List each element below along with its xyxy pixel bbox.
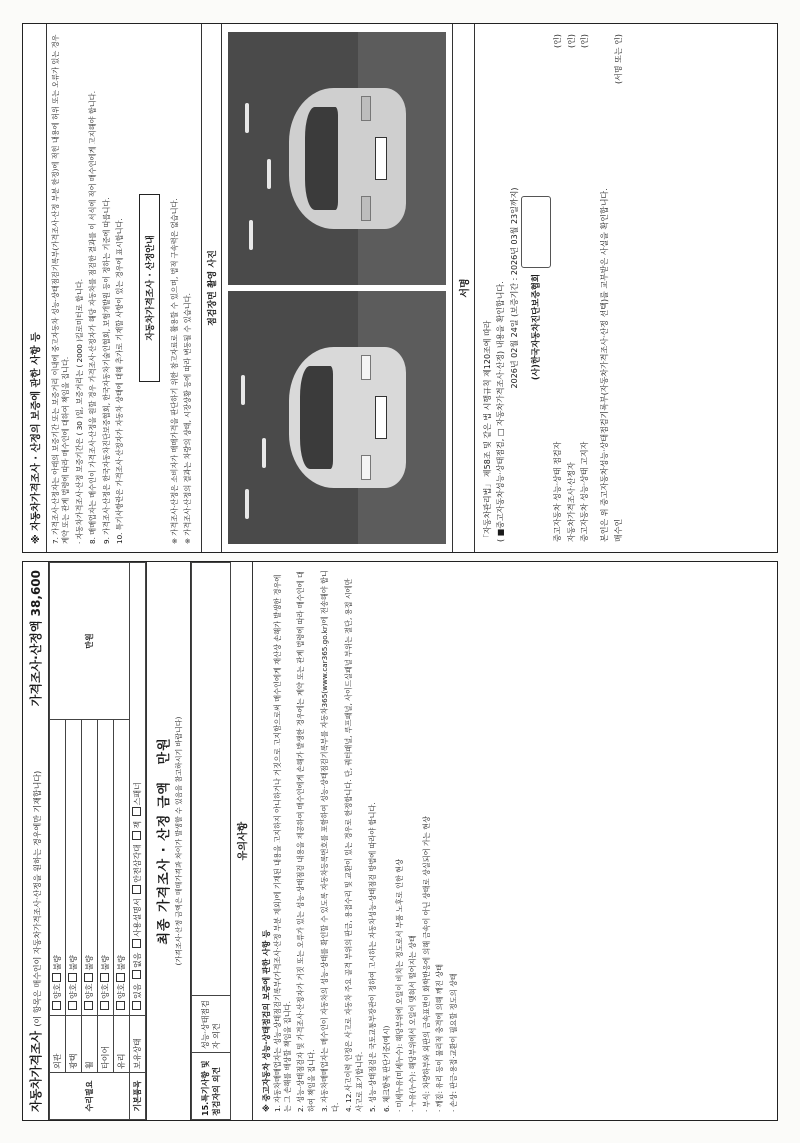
final-price-banner: 최종 가격조사 · 산정 금액 만원 (가격조사·산정 금액은 매매가격과 차이가 발생할 수 있음을 참고하시기 바랍니다) <box>146 562 191 1120</box>
note-item: ※ 가격조사·산정은 소비자가 매매가격을 판단하기 위한 참고자료로 활용할 수 있으며, 법적 구속력은 없습니다. <box>169 198 179 544</box>
remarks-sublabel: 성능·상태점검자 의견 <box>192 996 231 1053</box>
signer-row: 자동차가격조사·산정자 (인) <box>565 34 579 542</box>
notice-notes <box>253 562 466 1120</box>
guarantee-notes <box>47 24 133 552</box>
confirmation-text: ( ■중고자동차성능·상태점검, □ 자동차가격조사·산정) 내용을 확인합니다. <box>496 281 506 542</box>
checkbox[interactable] <box>116 1001 125 1010</box>
row-label: 타이어 <box>98 1016 114 1073</box>
checkbox[interactable] <box>132 1001 141 1010</box>
signer-row: 중고자동차 성능·상태 고지자 (인) <box>578 34 592 542</box>
checkbox[interactable] <box>132 807 141 816</box>
signature-column <box>22 23 778 553</box>
checkbox[interactable] <box>84 1001 93 1010</box>
inspection-photos <box>222 24 452 552</box>
car-rear-image <box>289 88 407 230</box>
quality-table: 수리필요 외관 양호불량 만원 광택 양호불량 휠 양호불량 타이어 양호불량 유리 양호불량 기본품목 보유상태 있음 없음 사용설명서 안전삼각대 잭 스패너 <box>49 562 146 1120</box>
note-item: 9. 가격조사·산정은 한국자동차진단보증협회, 한국자동차기술인협회, 보험개발원 등이 정하는 기준에 따릅니다. <box>101 197 111 544</box>
checkbox[interactable] <box>68 1001 77 1010</box>
group-label-repair: 수리필요 <box>50 1073 130 1120</box>
note-item: 5. 성능·상태점검은 국토교통부장관이 정하여 고시하는 자동차성능·상태점검 방법에 따라야 합니다. <box>368 802 378 1112</box>
group-label-basic: 기본품목 <box>130 1073 146 1120</box>
seal-mark: (인) <box>566 34 576 48</box>
checkbox[interactable] <box>68 973 77 982</box>
seal-mark: (인) <box>580 34 590 48</box>
price-section-title: 자동차가격조사 (이 항목은 매수인이 자동차가격조사·산정을 원하는 경우에만 기재합니다) 가격조사·산정액 38,600 <box>23 562 49 1120</box>
checkbox[interactable] <box>132 831 141 840</box>
guarantee-period: 2026년 02월 24일 (보증기간 : 2026년 03월 23일까지) <box>509 187 519 389</box>
buyer-signature-field[interactable]: (서명 또는 인) <box>613 34 623 84</box>
checklist-column <box>22 561 778 1121</box>
criteria-item: · 손상: 판금·용접·교환이 필요할 정도의 상태 <box>448 973 458 1112</box>
signer-row: 중고자동차 성능·상태 점검자 (인) <box>551 34 565 542</box>
remarks-field[interactable] <box>192 563 231 996</box>
price-guide-notes <box>166 24 201 552</box>
criteria-item: · 깨짐: 유리 등이 물리적 충격에 의해 깨진 상태 <box>435 964 445 1112</box>
price-guide-title: 자동차가격조사 · 산정안내 <box>139 194 160 382</box>
row-label: 외관 <box>50 1016 66 1073</box>
signature-body <box>475 24 632 552</box>
row-label: 유리 <box>114 1016 130 1073</box>
price-label: 가격조사·산정액 <box>29 620 43 707</box>
signature-title: 서명 <box>452 24 475 552</box>
checkbox[interactable] <box>100 973 109 982</box>
notice-section-title: ※ 중고자동차 성능·상태점검의 보증에 관한 사항 등 <box>262 929 271 1112</box>
banner-note: (가격조사·산정 금액은 매매가격과 차이가 발생할 수 있음을 참고하시기 바랍니다) <box>175 716 183 966</box>
guarantee-title: ※ 자동차가격조사 · 산정의 보증에 관한 사항 등 <box>23 24 47 552</box>
buyer-row <box>612 34 626 542</box>
note-item: 1. 자동차매매업자는 성능·상태점검기록부(가격조사·산정 부분 제외)에 기재된 내용을 고지하지 아니하거나 거짓으로 고지함으로써 매수인에게 재산상 손해가 발생한 경우에는 그 손해를 배상할 책임을 집니다. <box>272 574 293 1112</box>
note-item: 3. 자동차매매업자는 매수인이 자동차의 성능·상태를 확인할 수 있도록 자동차등록번호를 포함하여 성능·상태점검기록부를 자동차365(www.car365.go.kr)에 전송해야 합니다. <box>320 570 340 1112</box>
org-seal <box>521 196 551 268</box>
checkbox[interactable] <box>84 973 93 982</box>
checkbox[interactable] <box>100 1001 109 1010</box>
note-item: 7. 가격조사·산정자는 아래의 보증기간 또는 보증거리 이내에 중고자동차 성능·상태점검기록부(가격조사·산정 부분 한정)에 적힌 내용에 허위 또는 오류가 있는 경우 계약 또는 관계 법령에 따라 매수인에 대하여 책임을 집니다. <box>51 34 71 544</box>
checkbox[interactable] <box>52 973 61 982</box>
receipt-statement: 본인은 위 중고자동차성능·상태점검기록부(자동차가격조사·산정 선택)를 교부받은 사실을 확인합니다. <box>600 188 610 542</box>
note-item: 8. 매매업자는 매수인이 가격조사·산정을 원할 경우 가격조사·산정자가 해당 자동차를 점검한 결과를 이 서식에 적어 매수인에게 고지해야 합니다. <box>88 91 98 544</box>
notice-title: 유의사항 <box>231 562 253 1120</box>
inspection-photo-front <box>228 291 446 544</box>
criteria-item: · 누유(누수): 해당부위에서 오일이 맺혀서 떨어지는 상태 <box>408 935 418 1112</box>
note-item: 2. 성능·상태점검자 및 가격조사·산정자가 거짓 또는 오류가 있는 성능·상태점검 내용을 제공하여 매수인에게 손해가 발생한 경우에는 계약 또는 관계 법령에 따라 매수인에 대하여 책임을 집니다. <box>296 571 316 1112</box>
remarks-label: 15.특기사항 및 점검자의 의견 <box>192 1053 231 1120</box>
price-unit: 만원 <box>85 633 94 649</box>
remarks-table <box>191 562 231 1120</box>
criteria-item: · 부식: 차량하부와 외판의 금속표면이 화학반응에 의해 금속이 아닌 상태로 상실되어 가는 현상 <box>421 816 431 1112</box>
price-value: 38,600 <box>29 570 43 617</box>
checkbox[interactable] <box>132 970 141 979</box>
seal-mark: (인) <box>553 34 563 48</box>
checkbox[interactable] <box>132 885 141 894</box>
photo-section-title: 점검장면 촬영 사진 <box>201 24 222 552</box>
note-item: 6. 체크항목 판단기준(예시) <box>381 1025 391 1112</box>
row-label: 광택 <box>66 1016 82 1073</box>
note-item: 4. 12.사고이력 인정은 사고로 자동차 주요 골격 부위의 판금, 용접수리 및 교환이 있는 경우로 한정합니다. 단, 쿼터패널, 루프패널, 사이드실패널 부위는 절단, 용접 시에만 사고로 표기합니다. <box>344 578 364 1112</box>
note-item: ※ 가격조사·산정의 결과는 차량의 상태, 시장상황 등에 따라 변동될 수 있습니다. <box>183 293 193 544</box>
row-options: 양호불량 <box>50 720 66 1016</box>
car-front-image <box>289 347 407 489</box>
row-label: 휠 <box>82 1016 98 1073</box>
etc-label: 보유상태 <box>130 1016 146 1073</box>
buyer-label: 매수인 <box>613 518 623 542</box>
inspection-photo-rear <box>228 32 446 285</box>
criteria-item: · 미세누유(미세누수): 해당부위에 오일이 비치는 정도로서 부품 노후로 인한 현상 <box>394 858 404 1112</box>
checkbox[interactable] <box>52 1001 61 1010</box>
note-item: · 자동차가격조사·산정 보증기간은 ( 30 )일, 보증거리는 ( 2000 )킬로미터로 합니다. <box>74 278 84 544</box>
checkbox[interactable] <box>132 939 141 948</box>
note-item: 10. 특기사항란은 가격조사·산정자가 자동차 상태에 대해 추가로 기재할 사항이 있는 경우에 표시합니다. <box>115 218 125 544</box>
checkbox[interactable] <box>116 973 125 982</box>
legal-basis-text: 「자동차관리법」 제58조 및 같은 법 시행규칙 제120조에 따라 <box>482 320 492 542</box>
inspection-org: (사)한국자동차진단보증협회 <box>521 34 551 542</box>
